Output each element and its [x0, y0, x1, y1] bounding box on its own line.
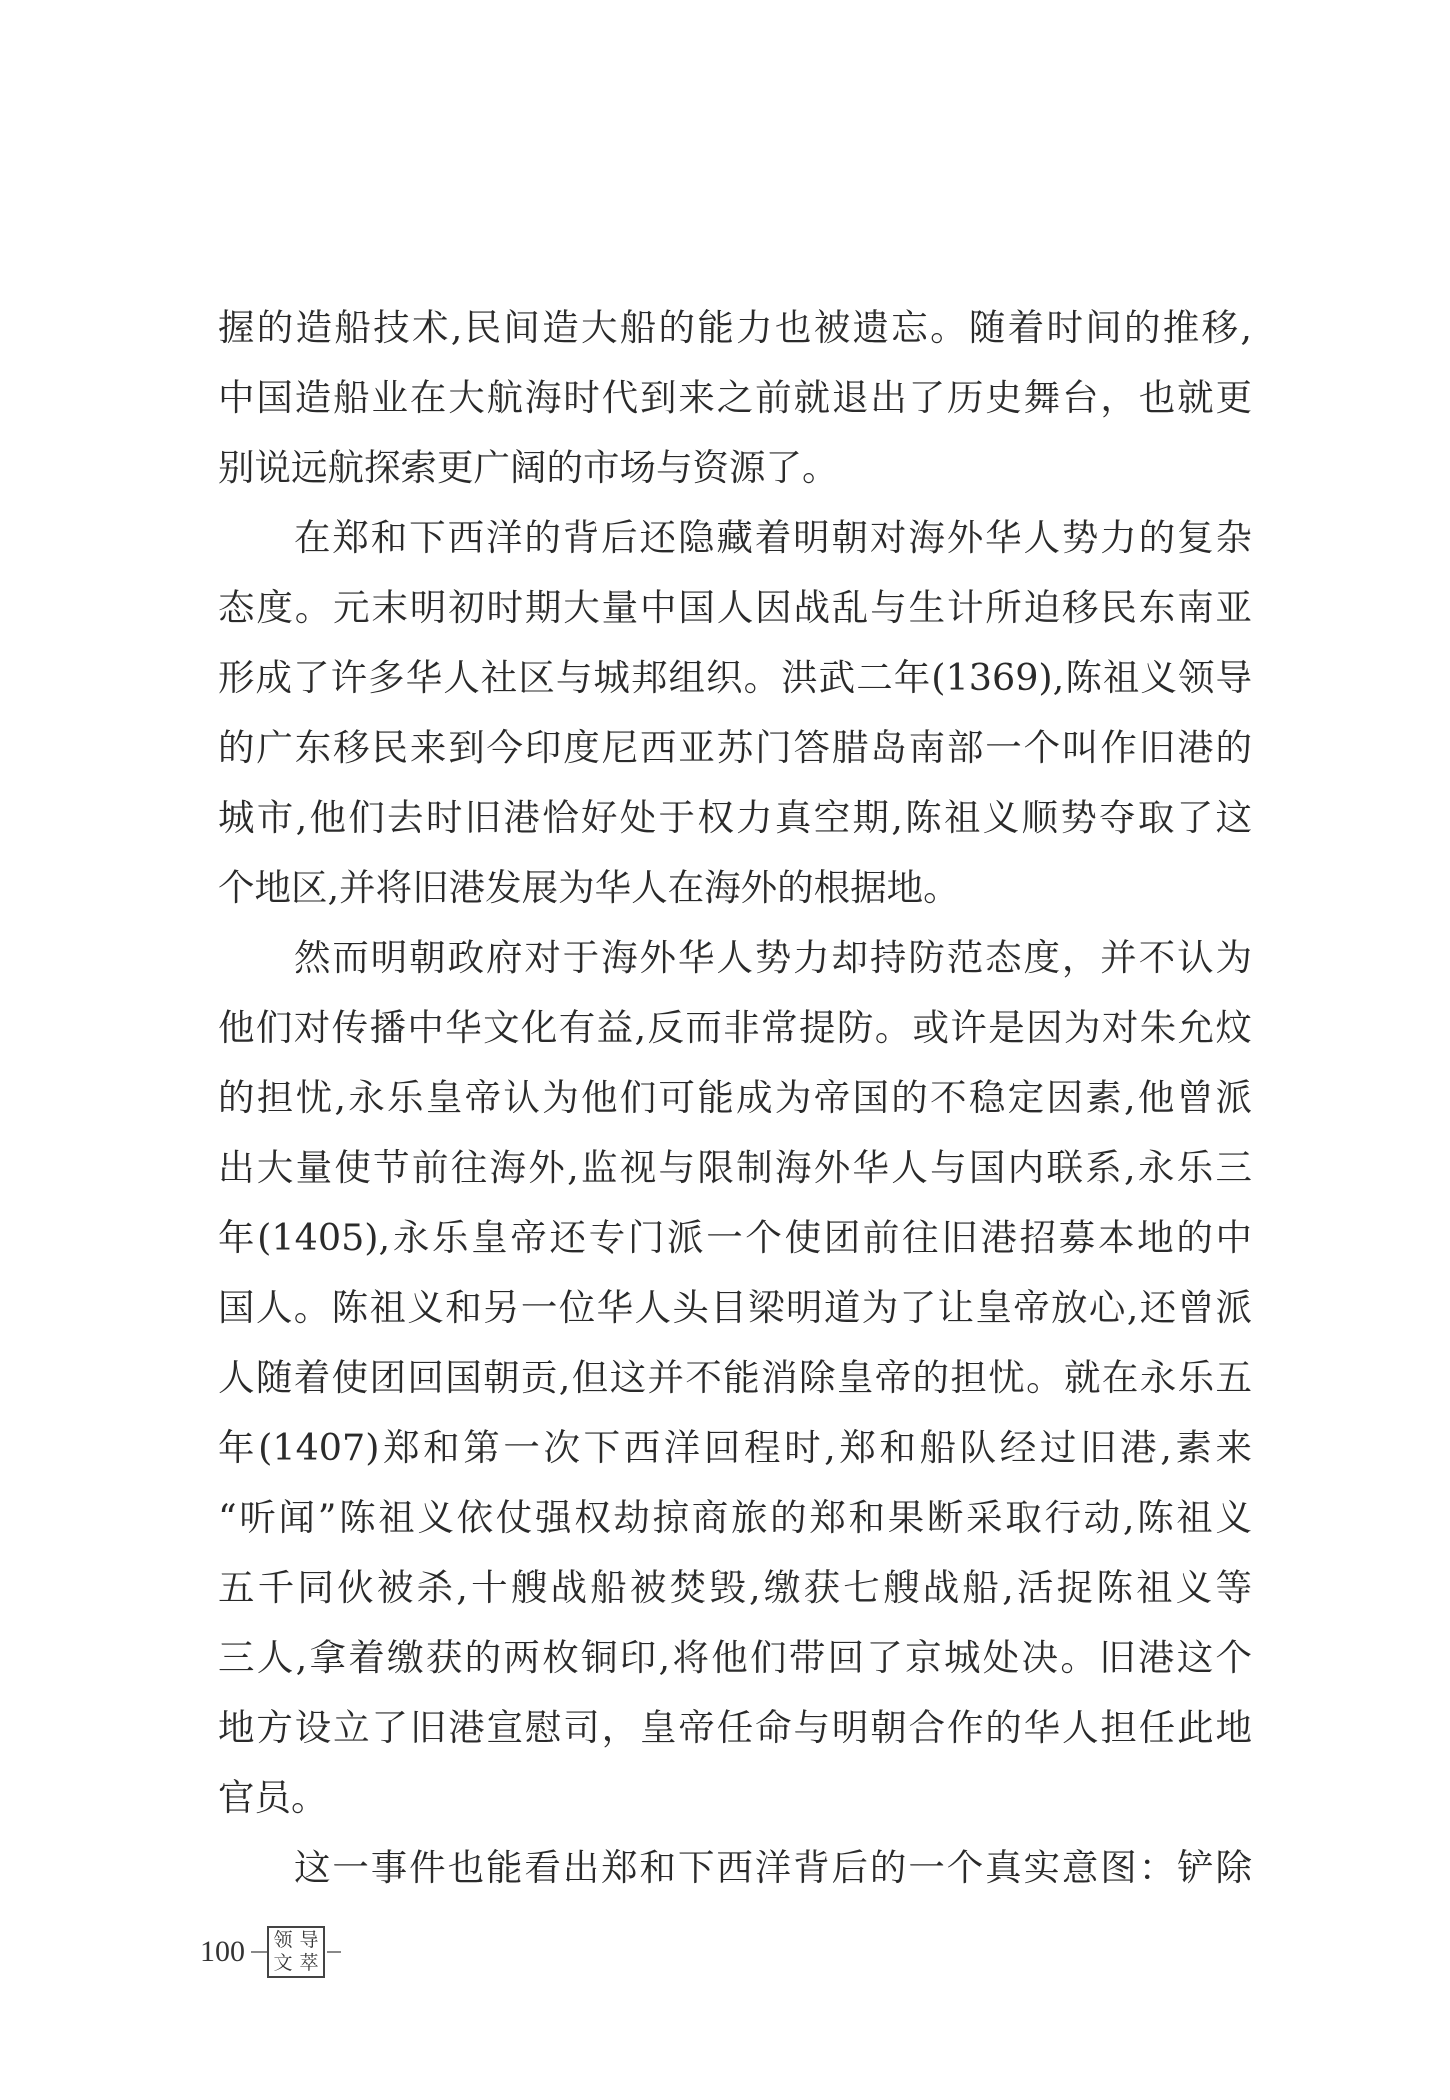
text-line: 个地区,并将旧港发展为华人在海外的根据地。: [218, 866, 960, 909]
text-line: 别说远航探索更广阔的市场与资源了。: [218, 446, 839, 489]
text-line: “听闻”陈祖义依仗强权劫掠商旅的郑和果断采取行动,陈祖义: [218, 1496, 1252, 1539]
text-line: 城市,他们去时旧港恰好处于权力真空期,陈祖义顺势夺取了这: [218, 796, 1252, 839]
logo-char: 导: [299, 1929, 319, 1951]
logo-char: 文: [273, 1952, 293, 1974]
footer-rule-left: [251, 1951, 267, 1953]
paragraph: [218, 923, 1252, 1833]
text-line: 然而明朝政府对于海外华人势力却持防范态度，并不认为: [294, 936, 1252, 979]
text-line: 形成了许多华人社区与城邦组织。洪武二年(1369),陈祖义领导: [218, 656, 1252, 699]
text-line: 年(1407)郑和第一次下西洋回程时,郑和船队经过旧港,素来: [218, 1426, 1252, 1469]
text-line: 出大量使节前往海外,监视与限制海外华人与国内联系,永乐三: [218, 1146, 1252, 1189]
text-line: 的广东移民来到今印度尼西亚苏门答腊岛南部一个叫作旧港的: [218, 726, 1252, 769]
text-line: 人随着使团回国朝贡,但这并不能消除皇帝的担忧。就在永乐五: [218, 1356, 1252, 1399]
magazine-logo: [267, 1926, 325, 1978]
page-number: 100: [200, 1935, 245, 1968]
text-line: 国人。陈祖义和另一位华人头目梁明道为了让皇帝放心,还曾派: [218, 1286, 1252, 1329]
text-line: 的担忧,永乐皇帝认为他们可能成为帝国的不稳定因素,他曾派: [218, 1076, 1252, 1119]
paragraph: [218, 503, 1252, 923]
logo-char: 萃: [299, 1952, 319, 1974]
logo-char: 领: [273, 1929, 293, 1951]
text-line: 官员。: [218, 1776, 328, 1819]
paragraph: [218, 293, 1252, 503]
text-line: 五千同伙被杀,十艘战船被焚毁,缴获七艘战船,活捉陈祖义等: [218, 1566, 1252, 1609]
paragraph: [218, 1833, 1252, 1903]
page-body: [218, 293, 1252, 1903]
page-footer: [200, 1924, 341, 1980]
text-line: 态度。元末明初时期大量中国人因战乱与生计所迫移民东南亚: [218, 586, 1252, 629]
text-line: 握的造船技术,民间造大船的能力也被遗忘。随着时间的推移,: [218, 306, 1252, 349]
text-line: 地方设立了旧港宣慰司，皇帝任命与明朝合作的华人担任此地: [218, 1706, 1252, 1749]
text-line: 这一事件也能看出郑和下西洋背后的一个真实意图：铲除: [294, 1846, 1252, 1889]
text-line: 他们对传播中华文化有益,反而非常提防。或许是因为对朱允炆: [218, 1006, 1252, 1049]
text-line: 在郑和下西洋的背后还隐藏着明朝对海外华人势力的复杂: [294, 516, 1252, 559]
text-line: 中国造船业在大航海时代到来之前就退出了历史舞台，也就更: [218, 376, 1252, 419]
text-line: 年(1405),永乐皇帝还专门派一个使团前往旧港招募本地的中: [218, 1216, 1252, 1259]
text-line: 三人,拿着缴获的两枚铜印,将他们带回了京城处决。旧港这个: [218, 1636, 1252, 1679]
footer-rule-right: [327, 1951, 341, 1953]
